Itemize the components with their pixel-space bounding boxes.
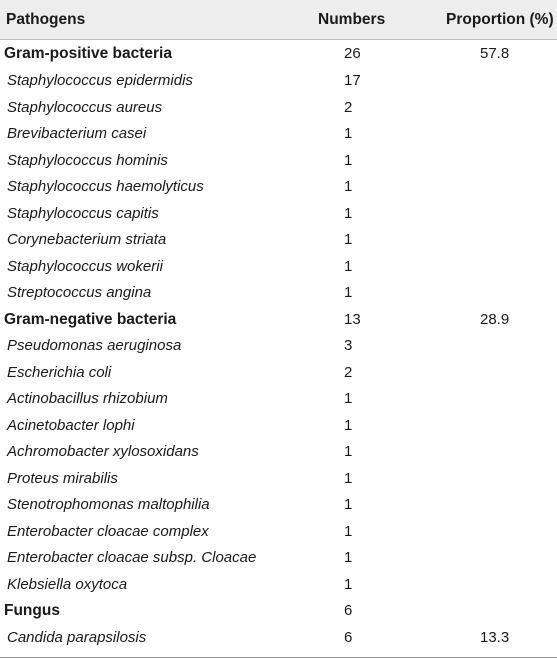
number-cell: 6 [344, 628, 353, 646]
pathogen-name-cell: Candida parapsilosis [7, 628, 147, 646]
pathogen-name-cell: Staphylococcus wokerii [7, 257, 163, 275]
number-cell: 1 [344, 549, 353, 566]
table-row [0, 173, 557, 200]
header-proportion: Proportion (%) [446, 11, 554, 28]
table-row [0, 518, 557, 545]
table-row [0, 200, 557, 227]
number-cell: 17 [344, 72, 361, 89]
table-row [0, 624, 557, 651]
pathogen-name-cell: Achromobacter xylosoxidans [7, 443, 199, 460]
table-row [0, 385, 557, 412]
table-row [0, 147, 557, 174]
proportion-cell: 13.3 [480, 628, 510, 646]
pathogen-name-cell: Stenotrophomonas maltophilia [7, 496, 210, 513]
table-header [0, 0, 557, 40]
table-row [0, 412, 557, 439]
table-row [0, 438, 557, 465]
group-name-cell: Fungus [4, 602, 60, 619]
number-cell: 1 [344, 125, 353, 142]
pathogen-name-cell: Brevibacterium casei [7, 125, 147, 142]
number-cell: 1 [344, 522, 353, 540]
number-cell: 13 [344, 310, 361, 328]
number-cell: 1 [344, 178, 353, 195]
pathogen-name-cell: Klebsiella oxytoca [7, 575, 128, 593]
number-cell: 1 [344, 416, 353, 434]
pathogen-name-cell: Acinetobacter lophi [7, 416, 135, 434]
table-row [0, 226, 557, 253]
pathogen-name-cell: Staphylococcus epidermidis [7, 72, 193, 89]
proportion-cell: 57.8 [480, 45, 510, 62]
number-cell: 3 [344, 337, 353, 354]
table-row [0, 67, 557, 94]
pathogen-name-cell: Staphylococcus aureus [7, 98, 163, 116]
table-group-row [0, 306, 557, 333]
table-row [0, 279, 557, 306]
header-numbers: Numbers [318, 11, 386, 28]
pathogen-name-cell: Enterobacter cloacae subsp. Cloacae [7, 549, 257, 566]
number-cell: 2 [344, 98, 353, 116]
number-cell: 1 [344, 284, 353, 301]
number-cell: 1 [344, 469, 353, 487]
header-pathogens: Pathogens [6, 11, 86, 28]
pathogen-name-cell: Staphylococcus capitis [7, 204, 159, 222]
group-name-cell: Gram-negative bacteria [4, 310, 177, 328]
table-row [0, 491, 557, 518]
pathogen-name-cell: Staphylococcus hominis [7, 151, 168, 169]
number-cell: 1 [344, 575, 353, 593]
number-cell: 1 [344, 390, 353, 407]
table-row [0, 94, 557, 121]
number-cell: 1 [344, 231, 353, 248]
pathogen-name-cell: Proteus mirabilis [7, 469, 118, 487]
number-cell: 1 [344, 257, 353, 275]
table-row [0, 120, 557, 147]
table-row [0, 465, 557, 492]
pathogen-name-cell: Escherichia coli [7, 363, 112, 381]
pathogen-name-cell: Pseudomonas aeruginosa [7, 337, 182, 354]
number-cell: 1 [344, 204, 353, 222]
proportion-cell: 28.9 [480, 310, 510, 328]
pathogen-name-cell: Enterobacter cloacae complex [7, 522, 209, 540]
number-cell: 1 [344, 151, 353, 169]
table-row [0, 544, 557, 571]
table-body [0, 40, 557, 650]
number-cell: 1 [344, 443, 353, 460]
number-cell: 2 [344, 363, 353, 381]
pathogen-name-cell: Streptococcus angina [7, 284, 152, 301]
table-row [0, 571, 557, 598]
table-row [0, 359, 557, 386]
table-row [0, 253, 557, 280]
table-group-row [0, 597, 557, 624]
pathogen-name-cell: Corynebacterium striata [7, 231, 167, 248]
table-row [0, 332, 557, 359]
table-group-row [0, 40, 557, 67]
number-cell: 6 [344, 602, 353, 619]
number-cell: 26 [344, 45, 361, 62]
number-cell: 1 [344, 496, 353, 513]
pathogen-name-cell: Staphylococcus haemolyticus [7, 178, 204, 195]
group-name-cell: Gram-positive bacteria [4, 45, 172, 62]
pathogen-name-cell: Actinobacillus rhizobium [7, 390, 168, 407]
